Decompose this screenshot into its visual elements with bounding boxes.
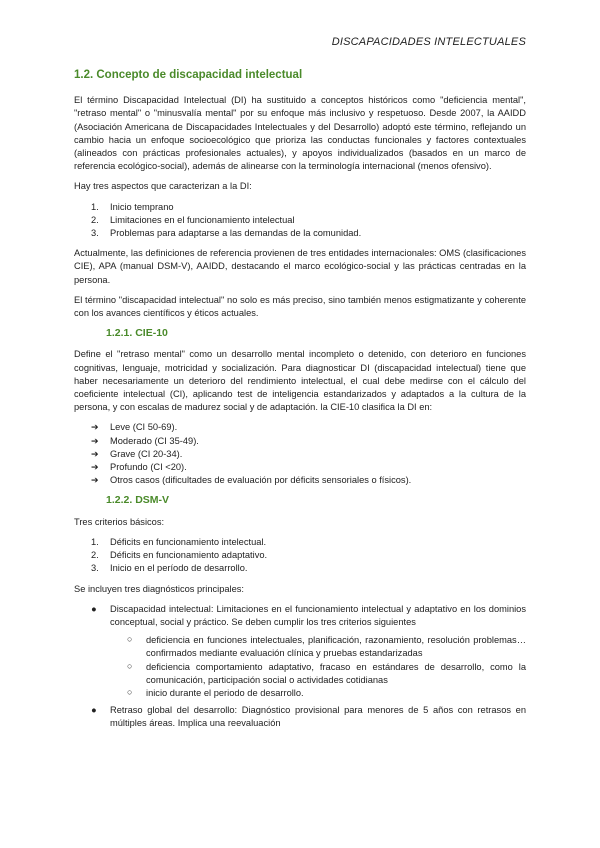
arrow-icon: ➔: [91, 462, 99, 473]
list-item: [74, 549, 526, 562]
references-paragraph: Actualmente, las definiciones de referencia provienen de tres entidades internacionales: OMS (clasificaciones CIE), APA (manual DSM-V), AAIDD, destacando el marco ecológico-social y las prácticas centradas en la persona.: [74, 248, 526, 285]
list-number: 3.: [91, 228, 99, 239]
diagnoses-list: [74, 603, 526, 731]
page-content: [74, 69, 526, 738]
list-text: Discapacidad intelectual: Limitaciones en el funcionamiento intelectual y adaptativo en los dominios conceptual, social y práctico. Se deben cumplir los tres criterios siguientes: [110, 603, 526, 627]
arrow-icon: ➔: [91, 422, 99, 433]
circle-bullet-icon: ○: [127, 660, 133, 671]
list-item: [74, 474, 526, 487]
sub-list-item: [74, 687, 526, 700]
list-text: Inicio temprano: [110, 201, 174, 212]
list-text: Limitaciones en el funcionamiento intelectual: [110, 214, 295, 225]
list-item: [74, 603, 526, 700]
list-item: [74, 461, 526, 474]
section-title: 1.2. Concepto de discapacidad intelectual: [74, 69, 303, 81]
list-text: deficiencia en funciones intelectuales, planificación, razonamiento, resolución problemas… confirmados mediante evaluación clínica y pruebas estandarizadas: [146, 635, 526, 659]
intro-paragraph: El término Discapacidad Intelectual (DI) ha sustituido a conceptos históricos como "deficiencia mental", "retraso mental" o "minusvalía mental" por su enfoque más inclusivo y respetuoso. Desde 2007, la AAIDD (Asociación Americana de Discapacidades Intelectuales y del Desarrollo) adoptó este término, reflejando un cambio hacia un enfoque socioecológico que prioriza las conductas funcionales y factores contextuales (alineados con prácticas profesionales actuales), y apoyos individualizados (basados en un marco de referencia ecológico-social), además de alinearse con la terminología internacional (menos ofensivo).: [74, 95, 526, 172]
cie10-title: 1.2.1. CIE-10: [106, 327, 168, 340]
sub-list: [110, 634, 526, 700]
list-text: Inicio en el período de desarrollo.: [110, 563, 248, 574]
list-number: 2.: [91, 550, 99, 561]
list-item: [74, 227, 526, 240]
arrow-icon: ➔: [91, 475, 99, 486]
sub-list-item: [74, 661, 526, 687]
list-text: Déficits en funcionamiento adaptativo.: [110, 550, 268, 561]
list-text: Problemas para adaptarse a las demandas de la comunidad.: [110, 228, 362, 239]
criteria-list: [74, 536, 526, 576]
list-item: [74, 704, 526, 730]
bullet-icon: ●: [91, 603, 97, 614]
list-text: Grave (CI 20-34).: [110, 448, 183, 459]
list-number: 2.: [91, 214, 99, 225]
arrow-icon: ➔: [91, 435, 99, 446]
bullet-icon: ●: [91, 705, 97, 716]
list-text: Déficits en funcionamiento intelectual.: [110, 536, 267, 547]
dsm5-title: 1.2.2. DSM-V: [106, 494, 170, 507]
list-item: [74, 421, 526, 434]
arrow-icon: ➔: [91, 448, 99, 459]
aspects-list: [74, 201, 526, 241]
list-text: Retraso global del desarrollo: Diagnóstico provisional para menores de 5 años con retrasos en múltiples áreas. Implica una reevaluación: [110, 705, 526, 729]
cie10-paragraph: Define el "retraso mental" como un desarrollo mental incompleto o detenido, con deterioro en funciones cognitivas, lenguaje, motricidad y socialización. Para diagnosticar DI (discapacidad intelectual) tiene que haber necesariamente un deterioro del rendimiento intelectual, el cual debe medirse con el cálculo del coeficiente intelectual (CI), aplicando test de inteligencia estandarizados y adaptados a la cultura de la persona, y con escalas de madurez social y de adaptación. la CIE-10 clasifica la DI en:: [74, 349, 526, 413]
list-number: 3.: [91, 563, 99, 574]
list-item: [74, 448, 526, 461]
list-text: inicio durante el periodo de desarrollo.: [146, 687, 304, 698]
aspects-lead: Hay tres aspectos que caracterizan a la DI:: [74, 181, 252, 192]
closing-paragraph: El término "discapacidad intelectual" no solo es más preciso, sino también menos estigmatizante y coherente con los avances científicos y éticos actuales.: [74, 294, 526, 319]
circle-bullet-icon: ○: [127, 686, 133, 697]
running-header: DISCAPACIDADES INTELECTUALES: [331, 36, 526, 48]
list-text: Leve (CI 50-69).: [110, 422, 178, 433]
criteria-lead: Tres criterios básicos:: [74, 516, 165, 527]
list-item: [74, 214, 526, 227]
list-number: 1.: [91, 201, 99, 212]
list-text: Profundo (CI <20).: [110, 462, 187, 473]
list-text: Otros casos (dificultades de evaluación por déficits sensoriales o físicos).: [110, 475, 412, 486]
sub-list-item: [74, 634, 526, 660]
list-item: [74, 536, 526, 549]
list-item: [74, 562, 526, 575]
list-item: [74, 201, 526, 214]
list-number: 1.: [91, 536, 99, 547]
diagnoses-lead: Se incluyen tres diagnósticos principales:: [74, 583, 245, 594]
list-item: [74, 435, 526, 448]
list-text: deficiencia comportamiento adaptativo, fracaso en estándares de desarrollo, como la comunicación, participación social o actividades cotidianas: [146, 661, 526, 685]
list-text: Moderado (CI 35-49).: [110, 435, 199, 446]
circle-bullet-icon: ○: [127, 634, 133, 645]
cie10-levels-list: [74, 421, 526, 487]
